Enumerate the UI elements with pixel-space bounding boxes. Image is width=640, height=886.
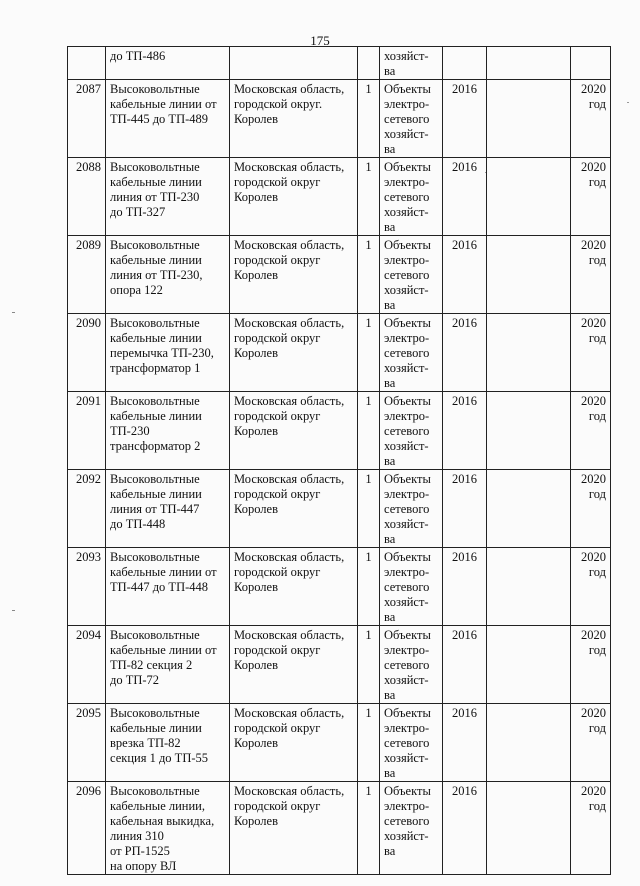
table-row	[68, 470, 611, 548]
cell-year: 2016	[443, 782, 487, 875]
cell-address: Московская область, городской округ. Королев	[230, 80, 358, 158]
cell-address: Московская область, городской округ Королев	[230, 314, 358, 392]
cell-address: Московская область, городской округ Королев	[230, 626, 358, 704]
cell-address: Московская область, городской округ Королев	[230, 158, 358, 236]
cell-count: 1	[358, 158, 380, 236]
cell-number: 2087	[68, 80, 106, 158]
cell-number: 2088	[68, 158, 106, 236]
cell-empty	[487, 47, 571, 80]
cell-count: 1	[358, 392, 380, 470]
cell-type: Объекты электро- сетевого хозяйст- ва	[380, 626, 443, 704]
cell-term: 2020 год	[571, 548, 611, 626]
cell-name: Высоковольтные кабельные линии, кабельная выкидка, линия 310 от РП-1525 на опору ВЛ	[106, 782, 230, 875]
cell-name: Высоковольтные кабельные линии перемычка ТП-230, трансформатор 1	[106, 314, 230, 392]
cell-address	[230, 47, 358, 80]
table-row	[68, 704, 611, 782]
cell-empty	[487, 704, 571, 782]
cell-name: Высоковольтные кабельные линии линия от ТП-447 до ТП-448	[106, 470, 230, 548]
cell-empty	[487, 470, 571, 548]
table-row	[68, 80, 611, 158]
cell-empty	[487, 236, 571, 314]
cell-type: Объекты электро- сетевого хозяйст- ва	[380, 548, 443, 626]
cell-number: 2096	[68, 782, 106, 875]
cell-year: 2016	[443, 548, 487, 626]
hole-punch-mark	[12, 312, 15, 313]
cell-type: Объекты электро- сетевого хозяйст- ва	[380, 80, 443, 158]
cell-empty	[487, 392, 571, 470]
cell-type: Объекты электро- сетевого хозяйст- ва	[380, 782, 443, 875]
cell-empty	[487, 782, 571, 875]
cell-year: 2016	[443, 314, 487, 392]
cell-number: 2095	[68, 704, 106, 782]
cell-empty	[487, 548, 571, 626]
cell-empty	[487, 80, 571, 158]
cell-count: 1	[358, 782, 380, 875]
cell-count: 1	[358, 314, 380, 392]
cell-name: Высоковольтные кабельные линии линия от ТП-230, опора 122	[106, 236, 230, 314]
cell-address: Московская область, городской округ Королев	[230, 704, 358, 782]
cell-count: 1	[358, 470, 380, 548]
cell-name: Высоковольтные кабельные линии врезка ТП-82 секция 1 до ТП-55	[106, 704, 230, 782]
cell-address: Московская область, городской округ Королев	[230, 392, 358, 470]
cell-address: Московская область, городской округ Королев	[230, 548, 358, 626]
cell-count	[358, 47, 380, 80]
cell-address: Московская область, городской округ Королев	[230, 782, 358, 875]
hole-punch-mark	[12, 610, 15, 611]
cell-term: 2020 год	[571, 158, 611, 236]
cell-empty	[487, 626, 571, 704]
cell-type: хозяйст- ва	[380, 47, 443, 80]
cell-year: 2016	[443, 236, 487, 314]
table-row	[68, 626, 611, 704]
cell-term: 2020 год	[571, 704, 611, 782]
scan-speck	[627, 102, 629, 103]
cell-year: 2016	[443, 704, 487, 782]
cell-type: Объекты электро- сетевого хозяйст- ва	[380, 392, 443, 470]
table-row	[68, 158, 611, 236]
cell-name: Высоковольтные кабельные линии от ТП-447 до ТП-448	[106, 548, 230, 626]
cell-number: 2089	[68, 236, 106, 314]
cell-empty	[487, 158, 571, 236]
cell-term: 2020 год	[571, 236, 611, 314]
cell-address: Московская область, городской округ Королев	[230, 236, 358, 314]
cell-year: 2016	[443, 626, 487, 704]
cell-name: Высоковольтные кабельные линии от ТП-82 секция 2 до ТП-72	[106, 626, 230, 704]
cell-name: Высоковольтные кабельные линии от ТП-445 до ТП-489	[106, 80, 230, 158]
cell-number: 2091	[68, 392, 106, 470]
cell-name: Высоковольтные кабельные линии линия от ТП-230 до ТП-327	[106, 158, 230, 236]
cell-type: Объекты электро- сетевого хозяйст- ва	[380, 158, 443, 236]
cell-number: 2090	[68, 314, 106, 392]
cell-empty	[487, 314, 571, 392]
cell-address: Московская область, городской округ Королев	[230, 470, 358, 548]
table-row	[68, 314, 611, 392]
cell-year	[443, 47, 487, 80]
cell-type: Объекты электро- сетевого хозяйст- ва	[380, 704, 443, 782]
cell-name: Высоковольтные кабельные линии ТП-230 трансформатор 2	[106, 392, 230, 470]
cell-count: 1	[358, 80, 380, 158]
cell-year: 2016	[443, 158, 487, 236]
page-number: 175	[310, 33, 330, 48]
cell-name: до ТП-486	[106, 47, 230, 80]
table-row	[68, 236, 611, 314]
cell-count: 1	[358, 236, 380, 314]
cell-number	[68, 47, 106, 80]
cell-term: 2020 год	[571, 470, 611, 548]
cell-year: 2016	[443, 392, 487, 470]
table-row	[68, 782, 611, 875]
cell-count: 1	[358, 704, 380, 782]
cell-count: 1	[358, 626, 380, 704]
cell-term	[571, 47, 611, 80]
cell-type: Объекты электро- сетевого хозяйст- ва	[380, 314, 443, 392]
cell-number: 2093	[68, 548, 106, 626]
cell-year: 2016	[443, 470, 487, 548]
cell-count: 1	[358, 548, 380, 626]
registry-table	[67, 46, 611, 875]
cell-year: 2016	[443, 80, 487, 158]
cell-term: 2020 год	[571, 782, 611, 875]
cell-number: 2094	[68, 626, 106, 704]
cell-term: 2020 год	[571, 392, 611, 470]
cell-number: 2092	[68, 470, 106, 548]
cell-term: 2020 год	[571, 626, 611, 704]
cell-term: 2020 год	[571, 80, 611, 158]
cell-type: Объекты электро- сетевого хозяйст- ва	[380, 470, 443, 548]
cell-term: 2020 год	[571, 314, 611, 392]
cell-type: Объекты электро- сетевого хозяйст- ва	[380, 236, 443, 314]
table-row	[68, 392, 611, 470]
continuation-row	[68, 47, 611, 80]
table-row	[68, 548, 611, 626]
